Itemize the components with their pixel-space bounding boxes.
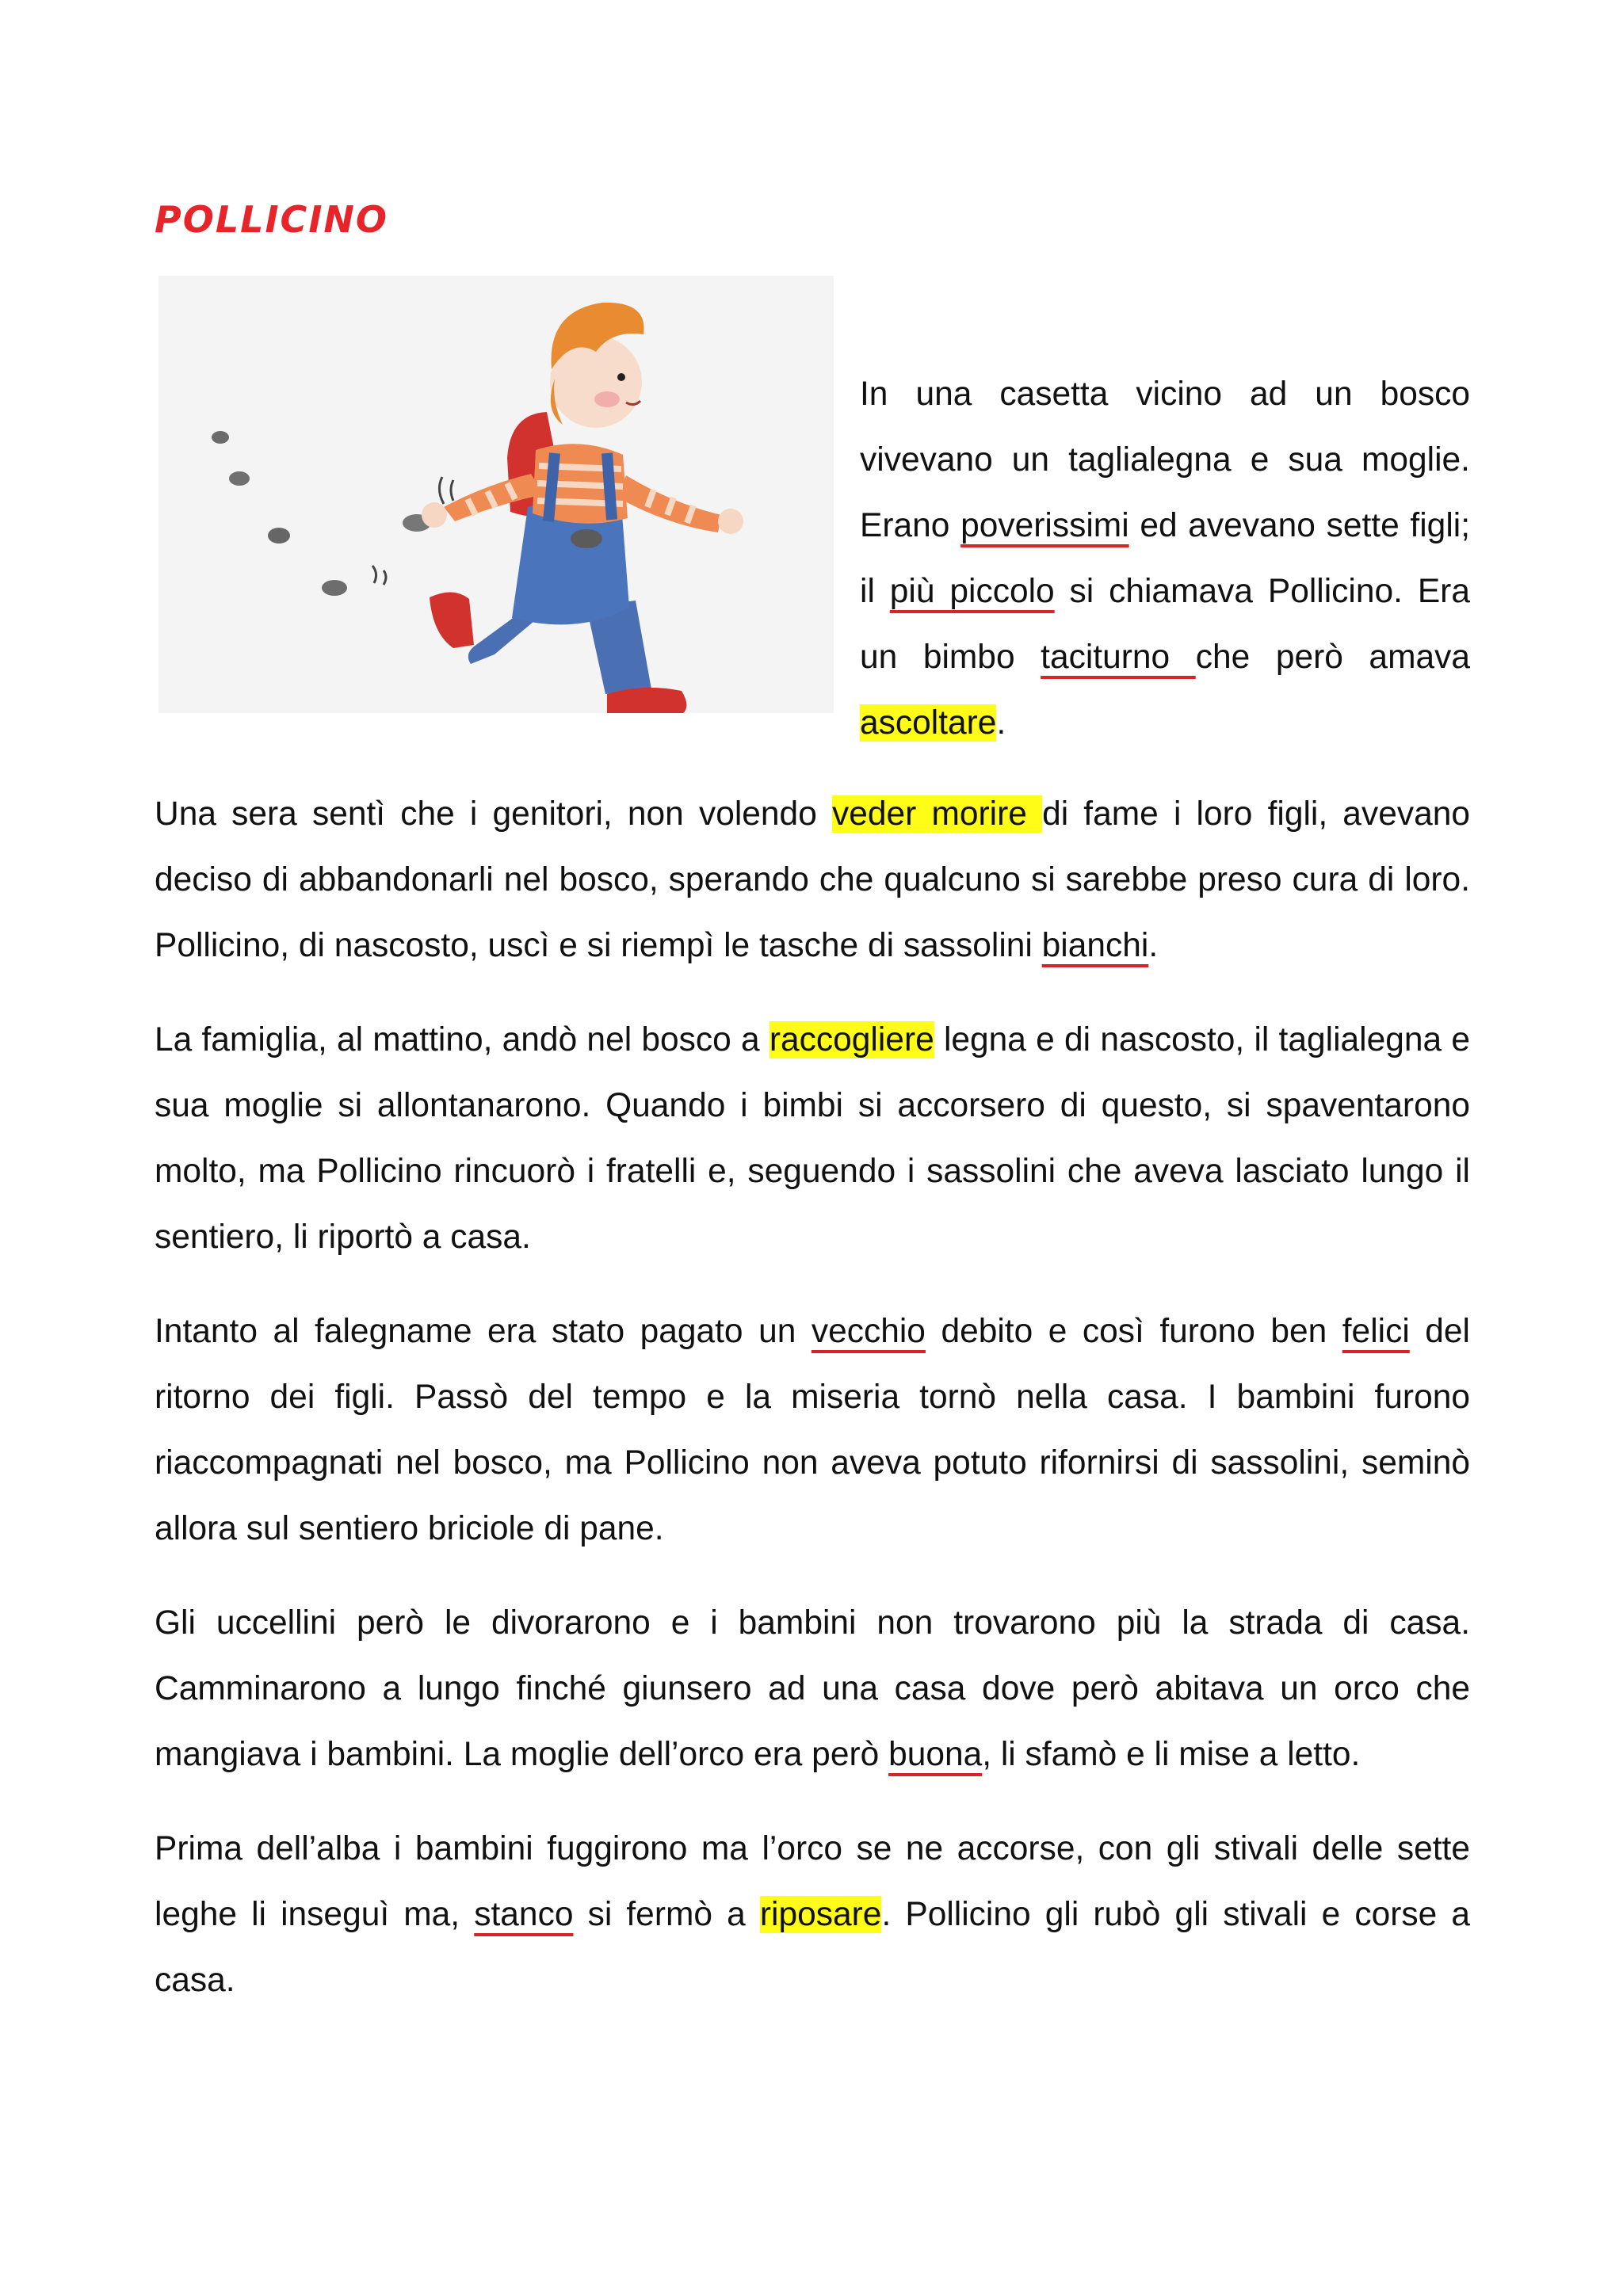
text-run: che però amava [1195,639,1470,676]
text-run: Una sera sentì che i genitori, non volendo [155,795,832,833]
text-run: Gli uccellini però le divorarono e i bambini non trovarono più la strada di casa. Camminarono a lungo finché giunsero ad una casa dove però abitava un orco che mangiava i bambini. La moglie dell’orco era però [155,1604,1470,1773]
highlighted-word: ascoltare [860,704,997,742]
text-run: legna e di nascosto, il taglialegna e sua moglie si allontanarono. Quando i bimbi si accorsero di questo, si spaventarono molto, ma Pollicino rincuorò i fratelli e, seguendo i sassolini che aveva lasciato lungo il sentiero, li riportò a casa. [155,1021,1470,1256]
underlined-word: buona [888,1736,983,1773]
pebble [229,471,250,486]
text-run: In una casetta vicino ad un bosco vivevano un taglialegna e sua moglie. Erano [860,376,1470,544]
text-run: si chiamava Pollicino. Era un bimbo [860,573,1470,676]
highlighted-word: riposare [759,1896,882,1933]
underlined-word: stanco [474,1896,574,1933]
text-run: di fame i loro figli, avevano deciso di abbandonarli nel bosco, sperando che qualcuno si sarebbe preso cura di loro. Pollicino, di nascosto, uscì e si riempì le tasche di sassolini [155,795,1470,964]
text-run: Intanto al falegname era stato pagato un [155,1313,812,1350]
text-run: del ritorno dei figli. Passò del tempo e la miseria tornò nella casa. I bambini furono riaccompagnati nel bosco, ma Pollicino non aveva potuto rifornirsi di sassolini, seminò allora sul sentiero briciole di pane. [155,1313,1470,1547]
paragraph-2 [155,1007,1470,1270]
underlined-word: taciturno [1041,639,1196,676]
underlined-word: bianchi [1041,927,1149,964]
underlined-word: poverissimi [960,507,1129,544]
text-run: . [996,704,1006,742]
text-run: La famiglia, al mattino, andò nel bosco a [155,1021,769,1058]
underlined-word: più piccolo [889,573,1055,610]
story-body [155,781,1470,2042]
pebble [268,528,290,543]
text-run: Prima dell’alba i bambini fuggirono ma l’orco se ne accorse, con gli stivali delle sette leghe li inseguì ma, [155,1830,1470,1933]
pollicino-illustration [158,276,834,713]
paragraph-4 [155,1590,1470,1787]
text-run: . Pollicino gli rubò gli stivali e corse a casa. [155,1896,1471,1999]
highlighted-word: veder morire [832,795,1043,833]
text-run: ed avevano sette figli; il [860,507,1471,610]
paragraph-3 [155,1299,1470,1562]
text-run: debito e così furono ben [925,1313,1342,1350]
pebble [212,431,229,444]
pebble [322,580,347,596]
intro-paragraph [860,361,1470,756]
underlined-word: felici [1342,1313,1410,1350]
underlined-word: vecchio [811,1313,926,1350]
paragraph-1 [155,781,1470,978]
paragraph-5 [155,1816,1470,2013]
page-title: POLLICINO [155,198,389,241]
highlighted-word: raccogliere [769,1021,934,1058]
text-run: . [1148,927,1159,964]
text-run: , li sfamò e li mise a letto. [982,1736,1361,1773]
text-run: si fermò a [573,1896,760,1933]
